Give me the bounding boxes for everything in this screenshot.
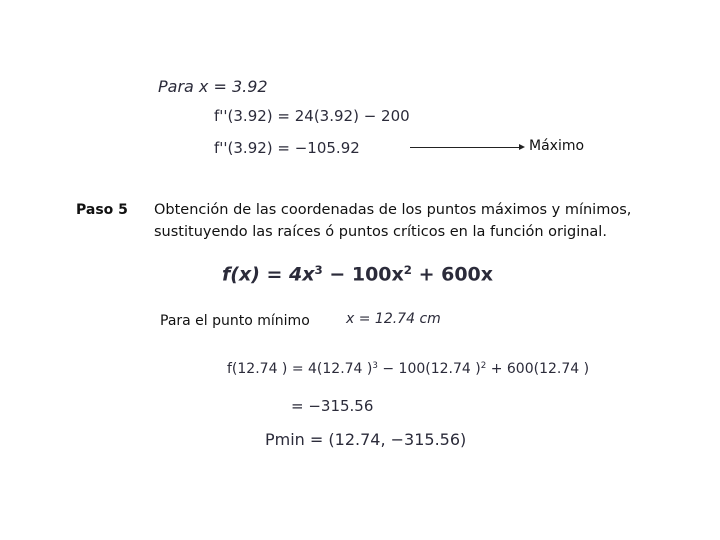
step-description-line-1: Obtención de las coordenadas de los puntos máximos y mínimos, <box>154 202 632 218</box>
subst-exponent-3: 3 <box>372 361 378 372</box>
minimum-x-value: x = 12.74 cm <box>346 311 441 327</box>
step-label: Paso 5 <box>76 202 128 218</box>
function-rhs: + 600x <box>411 263 494 286</box>
second-derivative-value: f''(3.92) = −105.92 <box>214 139 360 157</box>
function-mid: − 100x <box>322 263 404 286</box>
second-derivative-expression: f''(3.92) = 24(3.92) − 200 <box>214 107 410 125</box>
minimum-substitution <box>227 361 589 377</box>
function-exponent-2: 2 <box>403 263 412 277</box>
minimum-result: = −315.56 <box>291 397 374 415</box>
maximo-label: Máximo <box>529 138 585 154</box>
subst-part-1: f(12.74 ) = 4(12.74 ) <box>227 361 373 377</box>
original-function <box>222 263 493 285</box>
minimum-label: Para el punto mínimo <box>160 313 310 329</box>
function-exponent-3: 3 <box>314 263 323 277</box>
para-x-equation: Para x = 3.92 <box>158 77 268 96</box>
subst-part-2: − 100(12.74 ) <box>377 361 481 377</box>
subst-exponent-2: 2 <box>480 361 487 372</box>
arrow-right-icon <box>519 144 525 150</box>
subst-part-3: + 600(12.74 ) <box>486 361 590 377</box>
arrow-line <box>410 147 522 148</box>
minimum-point: Pmin = (12.74, −315.56) <box>265 430 467 449</box>
step-description-line-2: sustituyendo las raíces ó puntos críticos en la función original. <box>154 224 607 240</box>
function-lhs: f(x) = 4x <box>222 263 315 286</box>
